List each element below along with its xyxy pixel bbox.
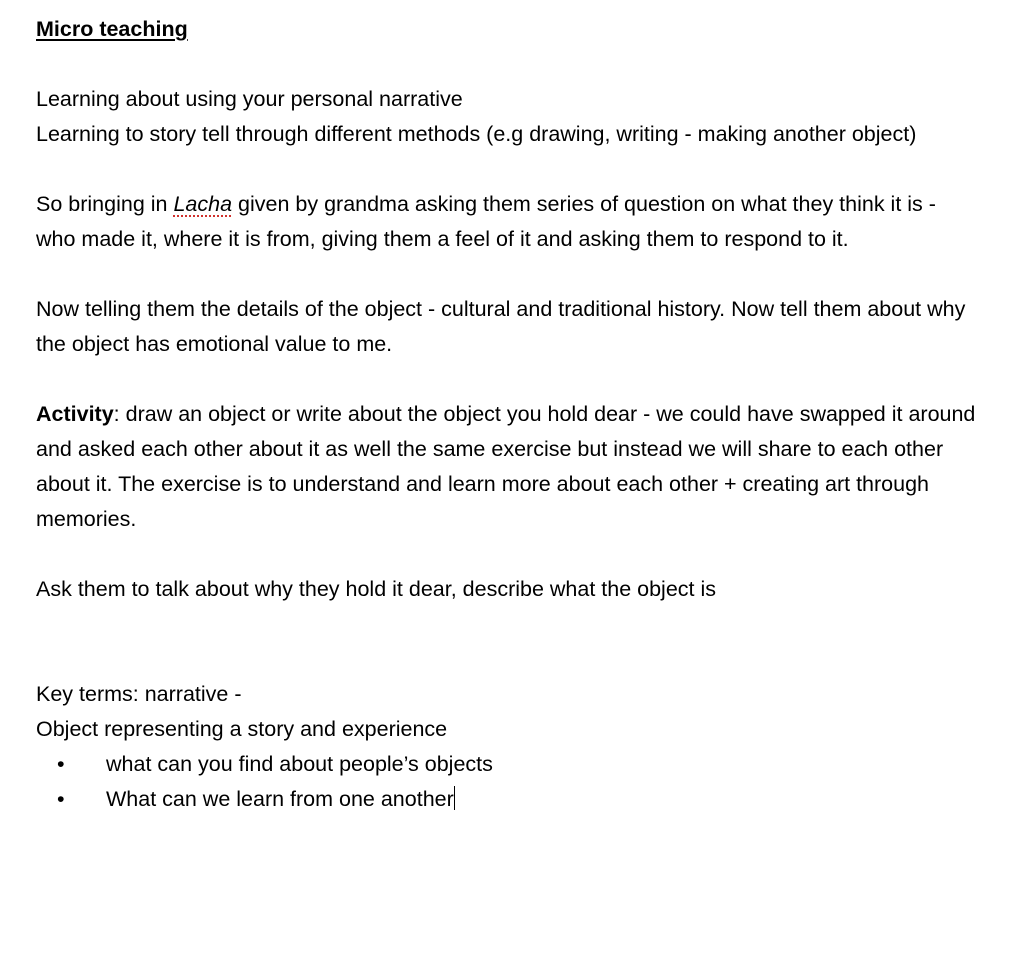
blank-line — [36, 47, 976, 82]
blank-line — [36, 537, 976, 572]
paragraph-lacha-rest: given by grandma asking them series of question on what they think it is - who made it, where it is from, giving them a feel of it and asking them to respond to it. — [36, 192, 936, 251]
document-body[interactable] — [36, 12, 976, 817]
paragraph-details: Now telling them the details of the object - cultural and traditional history. Now tell them about why the object has emotional value to me. — [36, 297, 966, 356]
activity-label: Activity — [36, 402, 114, 426]
intro-line-1: Learning about using your personal narrative — [36, 87, 463, 111]
intro-line-2: Learning to story tell through different methods (e.g drawing, writing - making another object) — [36, 122, 917, 146]
spellcheck-word[interactable]: Lacha — [173, 192, 233, 216]
blank-line — [36, 362, 976, 397]
paragraph-ask: Ask them to talk about why they hold it dear, describe what the object is — [36, 577, 717, 601]
blank-lines — [36, 607, 976, 677]
paragraph-lacha-start: So bringing in — [36, 192, 174, 216]
text-cursor — [454, 786, 455, 810]
document-title: Micro teaching — [36, 17, 188, 41]
bullet-icon: • — [57, 752, 65, 776]
blank-line — [36, 152, 976, 187]
bullet-list — [36, 747, 976, 817]
object-line: Object representing a story and experience — [36, 717, 448, 741]
paragraph-lacha — [36, 187, 976, 257]
list-item — [36, 782, 976, 817]
list-item — [36, 747, 976, 782]
list-item-text: What can we learn from one another — [106, 787, 454, 811]
blank-line — [36, 257, 976, 292]
paragraph-activity — [36, 397, 976, 537]
bullet-icon: • — [57, 787, 65, 811]
list-item-text: what can you find about people’s objects — [106, 752, 493, 776]
key-terms-line: Key terms: narrative - — [36, 682, 242, 706]
activity-text: : draw an object or write about the object you hold dear - we could have swapped it around and asked each other about it as well the same exercise but instead we will share to each other about it. The exercise is to understand and learn more about each other + creating art through memories. — [36, 402, 976, 531]
